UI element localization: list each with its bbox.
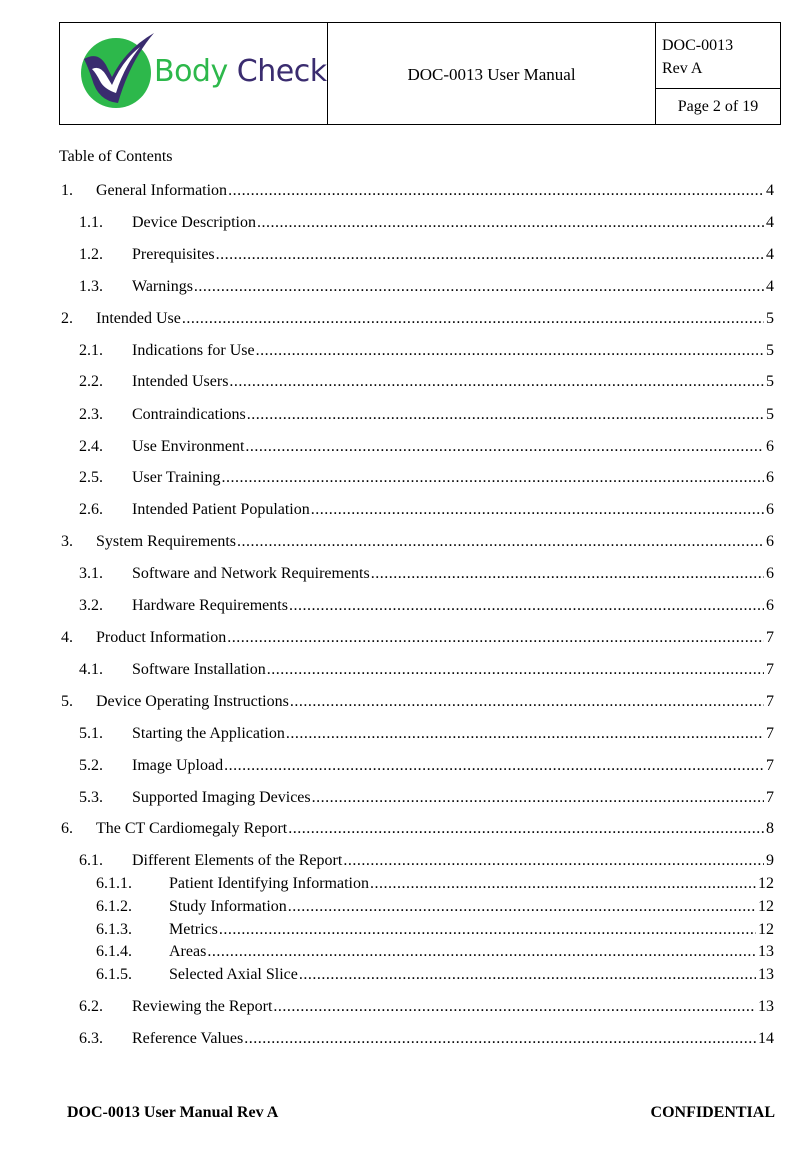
toc-dot-leader bbox=[343, 852, 764, 870]
toc-entry[interactable] bbox=[61, 182, 774, 202]
toc-entry-number: 1.2. bbox=[79, 246, 103, 263]
toc-entry[interactable] bbox=[79, 597, 774, 617]
toc-entry-title: Hardware Requirements bbox=[132, 597, 288, 614]
toc-entry-number: 5.1. bbox=[79, 725, 103, 742]
toc-entry-page: 6 bbox=[766, 533, 774, 550]
toc-entry-title: Areas bbox=[169, 943, 207, 960]
toc-entry-page: 6 bbox=[766, 438, 774, 455]
toc-dot-leader bbox=[370, 875, 756, 893]
toc-entry-title: Study Information bbox=[169, 898, 287, 915]
toc-entry[interactable] bbox=[96, 898, 774, 918]
toc-entry-title: Prerequisites bbox=[132, 246, 215, 263]
toc-entry-title: Metrics bbox=[169, 921, 218, 938]
toc-entry-title: Software Installation bbox=[132, 661, 266, 678]
toc-entry-page: 5 bbox=[766, 406, 774, 423]
toc-entry-number: 5. bbox=[61, 693, 73, 710]
document-header bbox=[59, 22, 781, 125]
toc-entry[interactable] bbox=[79, 469, 774, 489]
toc-entry-title: Different Elements of the Report bbox=[132, 852, 343, 869]
toc-entry-number: 1.1. bbox=[79, 214, 103, 231]
toc-dot-leader bbox=[228, 182, 764, 200]
toc-entry-page: 12 bbox=[758, 898, 774, 915]
toc-entry-title: Indications for Use bbox=[132, 342, 255, 359]
toc-entry-page: 4 bbox=[766, 278, 774, 295]
toc-entry-number: 5.2. bbox=[79, 757, 103, 774]
toc-dot-leader bbox=[216, 246, 764, 264]
toc-entry-page: 5 bbox=[766, 373, 774, 390]
toc-entry-number: 2.6. bbox=[79, 501, 103, 518]
toc-dot-leader bbox=[237, 533, 764, 551]
toc-entry[interactable] bbox=[79, 725, 774, 745]
toc-entry-number: 3.2. bbox=[79, 597, 103, 614]
toc-entry[interactable] bbox=[96, 875, 774, 895]
toc-dot-leader bbox=[312, 789, 764, 807]
toc-entry-page: 7 bbox=[766, 789, 774, 806]
toc-entry-page: 6 bbox=[766, 597, 774, 614]
toc-entry-title: Warnings bbox=[132, 278, 193, 295]
toc-entry-title: The CT Cardiomegaly Report bbox=[96, 820, 288, 837]
toc-dot-leader bbox=[207, 943, 756, 961]
toc-entry[interactable] bbox=[61, 533, 774, 553]
toc-entry-title: Product Information bbox=[96, 629, 227, 646]
toc-entry-title: Device Description bbox=[132, 214, 256, 231]
toc-entry-number: 6.1.3. bbox=[96, 921, 132, 938]
toc-entry[interactable] bbox=[61, 629, 774, 649]
toc-dot-leader bbox=[245, 438, 764, 456]
toc-entry-page: 12 bbox=[758, 875, 774, 892]
toc-dot-leader bbox=[267, 661, 764, 679]
toc-dot-leader bbox=[286, 725, 764, 743]
toc-entry-number: 3.1. bbox=[79, 565, 103, 582]
toc-entry[interactable] bbox=[96, 943, 774, 963]
toc-dot-leader bbox=[299, 966, 756, 984]
toc-entry-title: Image Upload bbox=[132, 757, 224, 774]
toc-entry-page: 5 bbox=[766, 342, 774, 359]
toc-entry[interactable] bbox=[79, 278, 774, 298]
toc-entry[interactable] bbox=[61, 820, 774, 840]
body-check-logo-icon bbox=[78, 31, 156, 109]
toc-entry[interactable] bbox=[61, 693, 774, 713]
toc-dot-leader bbox=[273, 998, 756, 1016]
toc-entry[interactable] bbox=[79, 438, 774, 458]
toc-entry[interactable] bbox=[96, 921, 774, 941]
toc-entry[interactable] bbox=[79, 501, 774, 521]
toc-entry-page: 14 bbox=[758, 1030, 774, 1047]
toc-entry-page: 6 bbox=[766, 565, 774, 582]
toc-entry-title: Patient Identifying Information bbox=[169, 875, 369, 892]
toc-entry-number: 6.1.2. bbox=[96, 898, 132, 915]
toc-entry-page: 4 bbox=[766, 182, 774, 199]
toc-entry-title: Device Operating Instructions bbox=[96, 693, 289, 710]
toc-entry-number: 2.5. bbox=[79, 469, 103, 486]
toc-entry-number: 2.3. bbox=[79, 406, 103, 423]
toc-entry-number: 6.1.4. bbox=[96, 943, 132, 960]
toc-dot-leader bbox=[257, 214, 764, 232]
toc-entry[interactable] bbox=[79, 998, 774, 1018]
toc-heading: Table of Contents bbox=[59, 148, 173, 165]
logo-wordmark: Body Check bbox=[154, 54, 327, 89]
toc-entry-page: 6 bbox=[766, 501, 774, 518]
toc-entry-page: 4 bbox=[766, 214, 774, 231]
document-title: DOC-0013 User Manual bbox=[328, 23, 656, 124]
toc-entry-title: Reviewing the Report bbox=[132, 998, 273, 1015]
footer-doc-label: DOC-0013 User Manual Rev A bbox=[67, 1104, 279, 1121]
toc-entry-number: 3. bbox=[61, 533, 73, 550]
toc-dot-leader bbox=[194, 278, 764, 296]
toc-dot-leader bbox=[371, 565, 764, 583]
toc-entry[interactable] bbox=[96, 966, 774, 986]
toc-dot-leader bbox=[182, 310, 764, 328]
toc-entry-number: 2.2. bbox=[79, 373, 103, 390]
toc-entry-page: 5 bbox=[766, 310, 774, 327]
toc-entry-page: 13 bbox=[758, 998, 774, 1015]
document-info-cell bbox=[656, 23, 780, 124]
doc-number: DOC-0013 bbox=[662, 37, 734, 54]
toc-entry-number: 5.3. bbox=[79, 789, 103, 806]
toc-entry-title: Intended Patient Population bbox=[132, 501, 310, 518]
doc-id-block bbox=[656, 23, 780, 89]
toc-dot-leader bbox=[311, 501, 764, 519]
toc-dot-leader bbox=[288, 820, 764, 838]
toc-entry-page: 6 bbox=[766, 469, 774, 486]
doc-revision: Rev A bbox=[662, 60, 703, 77]
toc-dot-leader bbox=[290, 693, 764, 711]
toc-entry-number: 2.1. bbox=[79, 342, 103, 359]
toc-entry-page: 8 bbox=[766, 820, 774, 837]
toc-entry-title: Intended Use bbox=[96, 310, 181, 327]
toc-entry-number: 6.3. bbox=[79, 1030, 103, 1047]
toc-entry-page: 13 bbox=[758, 966, 774, 983]
toc-entry-number: 6. bbox=[61, 820, 73, 837]
toc-entry-title: Starting the Application bbox=[132, 725, 285, 742]
toc-dot-leader bbox=[247, 406, 764, 424]
toc-entry-page: 4 bbox=[766, 246, 774, 263]
toc-entry-title: Contraindications bbox=[132, 406, 246, 423]
toc-entry[interactable] bbox=[61, 310, 774, 330]
toc-entry-number: 1. bbox=[61, 182, 73, 199]
toc-entry-title: System Requirements bbox=[96, 533, 236, 550]
toc-entry[interactable] bbox=[79, 342, 774, 362]
toc-entry-page: 9 bbox=[766, 852, 774, 869]
toc-entry-page: 12 bbox=[758, 921, 774, 938]
toc-dot-leader bbox=[244, 1030, 756, 1048]
toc-entry-title: Reference Values bbox=[132, 1030, 244, 1047]
toc-entry-title: User Training bbox=[132, 469, 221, 486]
toc-dot-leader bbox=[256, 342, 764, 360]
toc-entry[interactable] bbox=[79, 373, 774, 393]
toc-entry[interactable] bbox=[79, 1030, 774, 1050]
toc-entry-number: 2. bbox=[61, 310, 73, 327]
toc-dot-leader bbox=[229, 373, 764, 391]
toc-entry-number: 6.1.5. bbox=[96, 966, 132, 983]
toc-dot-leader bbox=[288, 898, 756, 916]
footer-confidential: CONFIDENTIAL bbox=[650, 1104, 775, 1121]
toc-entry[interactable] bbox=[79, 789, 774, 809]
toc-entry[interactable] bbox=[79, 214, 774, 234]
toc-entry-title: Supported Imaging Devices bbox=[132, 789, 311, 806]
toc-dot-leader bbox=[224, 757, 764, 775]
toc-entry-title: General Information bbox=[96, 182, 228, 199]
toc-entry-page: 7 bbox=[766, 693, 774, 710]
logo-cell bbox=[60, 23, 328, 124]
toc-entry-title: Software and Network Requirements bbox=[132, 565, 370, 582]
toc-entry-title: Intended Users bbox=[132, 373, 229, 390]
toc-entry[interactable] bbox=[79, 852, 774, 872]
toc-entry-page: 7 bbox=[766, 629, 774, 646]
toc-entry[interactable] bbox=[79, 246, 774, 266]
toc-entry-page: 13 bbox=[758, 943, 774, 960]
toc-dot-leader bbox=[289, 597, 764, 615]
toc-entry-number: 4. bbox=[61, 629, 73, 646]
toc-dot-leader bbox=[219, 921, 756, 939]
toc-dot-leader bbox=[221, 469, 764, 487]
toc-entry[interactable] bbox=[79, 406, 774, 426]
toc-dot-leader bbox=[227, 629, 764, 647]
toc-entry-number: 1.3. bbox=[79, 278, 103, 295]
toc-entry-page: 7 bbox=[766, 725, 774, 742]
toc-entry-title: Selected Axial Slice bbox=[169, 966, 298, 983]
toc-entry-number: 6.1.1. bbox=[96, 875, 132, 892]
toc-entry-number: 4.1. bbox=[79, 661, 103, 678]
toc-entry[interactable] bbox=[79, 565, 774, 585]
toc-entry-number: 6.2. bbox=[79, 998, 103, 1015]
toc-entry-page: 7 bbox=[766, 757, 774, 774]
toc-entry[interactable] bbox=[79, 757, 774, 777]
toc-entry-page: 7 bbox=[766, 661, 774, 678]
toc-entry-number: 2.4. bbox=[79, 438, 103, 455]
toc-entry-title: Use Environment bbox=[132, 438, 245, 455]
toc-entry-number: 6.1. bbox=[79, 852, 103, 869]
toc-entry[interactable] bbox=[79, 661, 774, 681]
page-number: Page 2 of 19 bbox=[677, 97, 759, 115]
